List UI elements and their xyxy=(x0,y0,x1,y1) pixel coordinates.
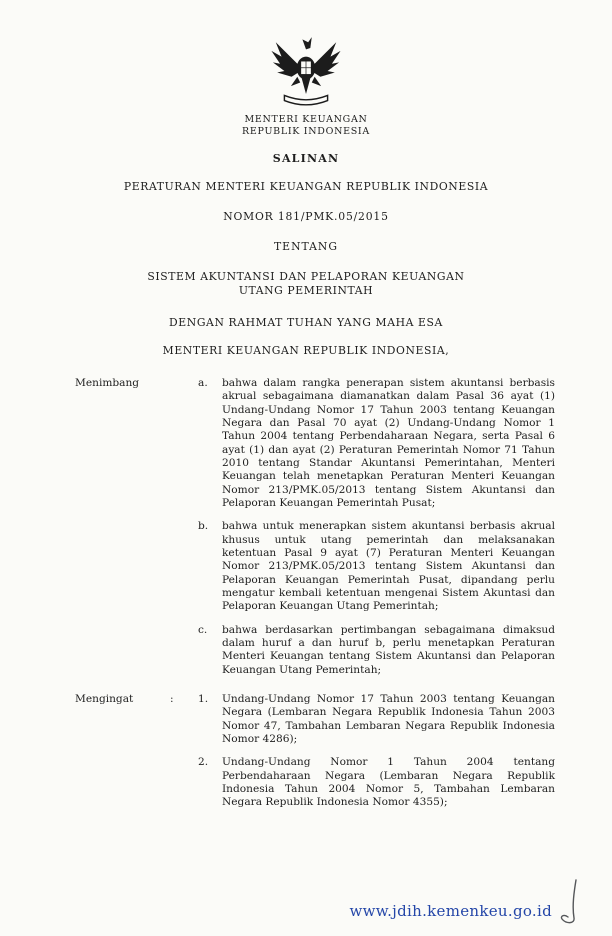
tentang-label: TENTANG xyxy=(273,239,338,253)
regulation-title: PERATURAN MENTERI KEUANGAN REPUBLIK INDONESIA xyxy=(123,179,489,193)
list-item xyxy=(198,756,555,809)
mengingat-label: Mengingat xyxy=(75,693,134,706)
item-marker: 1. xyxy=(198,693,209,706)
list-item xyxy=(198,624,555,677)
list-item xyxy=(198,693,555,746)
menimbang-label-cell xyxy=(75,377,198,677)
document-header xyxy=(0,0,612,357)
item-marker: 2. xyxy=(198,756,209,769)
item-marker: a. xyxy=(198,376,208,389)
ministry-name: MENTERI KEUANGAN xyxy=(244,114,368,125)
mengingat-section xyxy=(75,693,555,810)
mengingat-label-cell xyxy=(75,693,198,810)
minister-line: MENTERI KEUANGAN REPUBLIK INDONESIA, xyxy=(162,343,450,357)
menimbang-section xyxy=(75,377,555,677)
ministry-country: REPUBLIK INDONESIA xyxy=(242,126,370,138)
item-marker: b. xyxy=(198,520,209,533)
garuda-pancasila-icon xyxy=(270,32,342,110)
signature-mark xyxy=(552,878,586,930)
mengingat-list xyxy=(198,693,555,810)
subject-line-1: SISTEM AKUNTANSI DAN PELAPORAN KEUANGAN xyxy=(147,269,465,283)
subject-title xyxy=(0,270,612,299)
document-body xyxy=(0,377,612,810)
menimbang-list xyxy=(198,377,555,677)
item-text: bahwa dalam rangka penerapan sistem akuntansi berbasis akrual sebagaimana diamanatkan dalam Pasal 36 ayat (1) Undang-Undang Nomor 17 Tahun 2003 tentang Keuangan Negara dan Pasal 70 ayat (2) Undang-Undang Nomor 1 Tahun 2004 tentang Perbendaharaan Negara, serta Pasal 6 ayat (1) dan ayat (2) Peraturan Pemerintah Nomor 71 Tahun 2010 tentang Standar Akuntansi Pemerintahan, Menteri Keuangan telah menetapkan Peraturan Menteri Keuangan Nomor 213/PMK.05/2013 tentang Sistem Akuntansi dan Pelaporan Keuangan Pemerintah Pusat; xyxy=(222,376,555,509)
item-text: bahwa untuk menerapkan sistem akuntansi berbasis akrual khusus untuk utang pemerintah dan melaksanakan ketentuan Pasal 9 ayat (7) Peraturan Menteri Keuangan Nomor 213/PMK.05/2013 tentang Sistem Akuntansi dan Pelaporan Keuangan Pemerintah Pusat, dipandang perlu mengatur kembali ketentuan mengenai Sistem Akuntasi dan Pelaporan Keuangan Utang Pemerintah; xyxy=(222,520,555,613)
mengingat-colon: : xyxy=(170,693,174,706)
list-item xyxy=(198,377,555,510)
item-text: Undang-Undang Nomor 1 Tahun 2004 tentang Perbendaharaan Negara (Lembaran Negara Republik Indonesia Tahun 2004 Nomor 5, Tambahan Lembaran Negara Republik Indonesia Nomor 4355); xyxy=(222,756,555,809)
salinan-label: SALINAN xyxy=(272,151,340,165)
item-marker: c. xyxy=(198,623,208,636)
grace-line: DENGAN RAHMAT TUHAN YANG MAHA ESA xyxy=(169,315,443,329)
menimbang-label: Menimbang xyxy=(75,376,140,389)
list-item xyxy=(198,520,555,613)
footer-url-link[interactable]: www.jdih.kemenkeu.go.id xyxy=(349,902,552,920)
item-text: Undang-Undang Nomor 17 Tahun 2003 tentang Keuangan Negara (Lembaran Negara Republik Indonesia Tahun 2003 Nomor 47, Tambahan Lembaran Negara Republik Indonesia Nomor 4286); xyxy=(222,693,555,746)
subject-line-2: UTANG PEMERINTAH xyxy=(238,284,374,298)
item-text: bahwa berdasarkan pertimbangan sebagaimana dimaksud dalam huruf a dan huruf b, perlu menetapkan Peraturan Menteri Keuangan tentang Sistem Akuntansi dan Pelaporan Keuangan Utang Pemerintah; xyxy=(222,623,555,676)
regulation-number: NOMOR 181/PMK.05/2015 xyxy=(223,209,389,223)
